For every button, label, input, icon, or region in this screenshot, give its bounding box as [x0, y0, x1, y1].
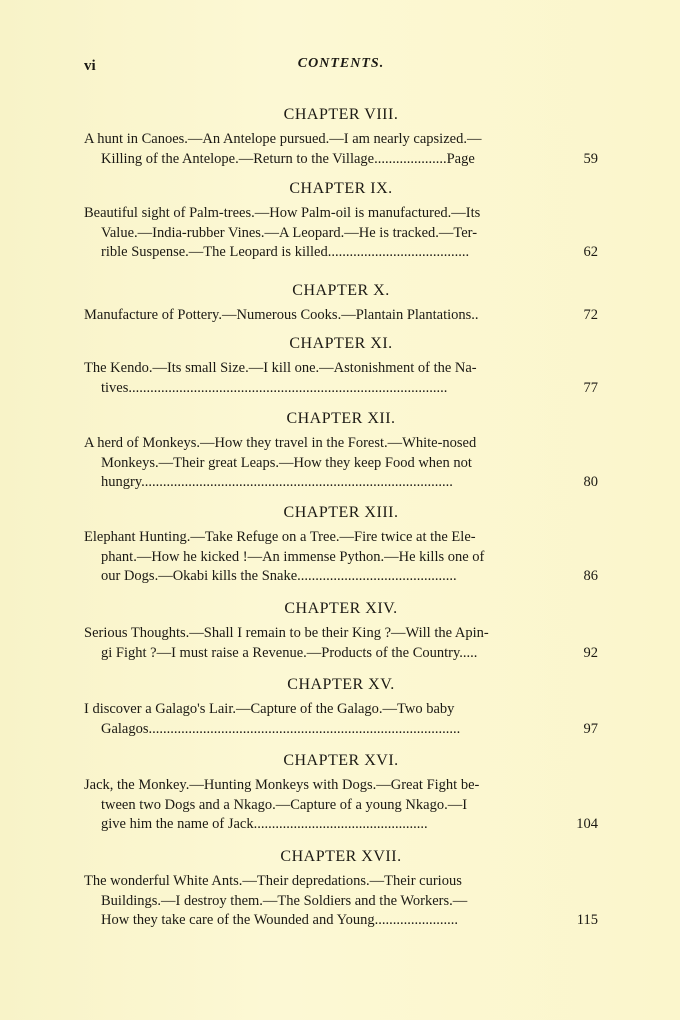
chapter-heading: CHAPTER X.: [292, 282, 390, 299]
summary-line: The wonderful White Ants.—Their depredations.—Their curious: [84, 873, 462, 889]
summary-line: A hunt in Canoes.—An Antelope pursued.—I am nearly capsized.—: [84, 131, 482, 147]
chapter-summary: [84, 306, 598, 326]
summary-line: Beautiful sight of Palm-trees.—How Palm-oil is manufactured.—Its: [84, 205, 481, 221]
page-header: [84, 56, 598, 80]
summary-line: Monkeys.—Their great Leaps.—How they keep Food when not: [101, 454, 472, 471]
chapter-heading: CHAPTER XIV.: [284, 600, 398, 617]
summary-line: Buildings.—I destroy them.—The Soldiers and the Workers.—: [101, 892, 468, 909]
summary-line: Galagos......................................................................................: [101, 720, 461, 737]
summary-line: Jack, the Monkey.—Hunting Monkeys with Dogs.—Great Fight be-: [84, 777, 480, 793]
summary-line: rible Suspense.—The Leopard is killed.......................................: [101, 244, 470, 260]
summary-line: hungry......................................................................................: [101, 474, 453, 490]
summary-line: Killing of the Antelope.—Return to the Village....................Page: [101, 150, 475, 167]
summary-line: Serious Thoughts.—Shall I remain to be their King ?—Will the Apin-: [84, 625, 489, 641]
running-head: CONTENTS.: [297, 56, 385, 71]
page-reference: 92: [583, 644, 598, 661]
chapter-entry: [84, 502, 598, 587]
summary-line: How they take care of the Wounded and Young.......................: [101, 912, 458, 928]
chapter-summary: [84, 434, 598, 493]
summary-line: our Dogs.—Okabi kills the Snake............................................: [101, 568, 457, 584]
chapter-heading: CHAPTER XI.: [289, 335, 393, 352]
chapter-summary: [84, 359, 598, 398]
summary-line: Elephant Hunting.—Take Refuge on a Tree.—Fire twice at the Ele-: [84, 529, 476, 545]
chapter-summary: [84, 872, 598, 931]
chapter-entry: [84, 846, 598, 931]
page-reference: 104: [576, 816, 598, 832]
chapter-heading: CHAPTER IX.: [289, 180, 393, 197]
chapter-entry: [84, 598, 598, 663]
summary-line: phant.—How he kicked !—An immense Python.—He kills one of: [101, 548, 485, 565]
page-reference: 72: [583, 307, 598, 323]
summary-line: tives........................................................................................: [101, 379, 448, 396]
page-reference: 59: [583, 150, 598, 167]
page-number: vi: [84, 58, 96, 74]
page-reference: 115: [576, 912, 598, 928]
page-reference: 97: [583, 720, 598, 737]
summary-line: tween two Dogs and a Nkago.—Capture of a young Nkago.—I: [101, 796, 468, 813]
chapter-heading: CHAPTER XV.: [287, 676, 395, 693]
summary-line: A herd of Monkeys.—How they travel in the Forest.—White-nosed: [84, 435, 477, 451]
chapter-entry: [84, 178, 598, 263]
summary-line: I discover a Galago's Lair.—Capture of the Galago.—Two baby: [84, 701, 455, 717]
chapter-summary: [84, 130, 598, 169]
chapter-entry: [84, 674, 598, 739]
summary-line: Manufacture of Pottery.—Numerous Cooks.—Plantain Plantations..: [84, 307, 479, 323]
chapter-heading: CHAPTER XVII.: [280, 848, 402, 865]
chapter-summary: [84, 528, 598, 587]
chapter-summary: [84, 204, 598, 263]
page-reference: 77: [583, 379, 598, 396]
chapter-heading: CHAPTER VIII.: [283, 106, 399, 123]
page-reference: 80: [583, 474, 598, 490]
summary-line: The Kendo.—Its small Size.—I kill one.—Astonishment of the Na-: [84, 360, 477, 376]
chapter-summary: [84, 624, 598, 663]
chapter-summary: [84, 776, 598, 835]
chapter-entry: [84, 333, 598, 398]
chapter-summary: [84, 700, 598, 739]
summary-line: gi Fight ?—I must raise a Revenue.—Products of the Country.....: [101, 644, 478, 661]
chapter-entry: [84, 408, 598, 493]
chapter-entry: [84, 750, 598, 835]
page-reference: 86: [583, 568, 598, 584]
chapter-heading: CHAPTER XIII.: [283, 504, 399, 521]
summary-line: Value.—India-rubber Vines.—A Leopard.—He is tracked.—Ter-: [101, 224, 478, 241]
chapter-heading: CHAPTER XVI.: [283, 752, 399, 769]
chapter-entry: [84, 280, 598, 326]
page-reference: 62: [583, 244, 598, 260]
chapter-heading: CHAPTER XII.: [286, 410, 396, 427]
chapter-entry: [84, 104, 598, 169]
summary-line: give him the name of Jack................................................: [101, 816, 428, 832]
